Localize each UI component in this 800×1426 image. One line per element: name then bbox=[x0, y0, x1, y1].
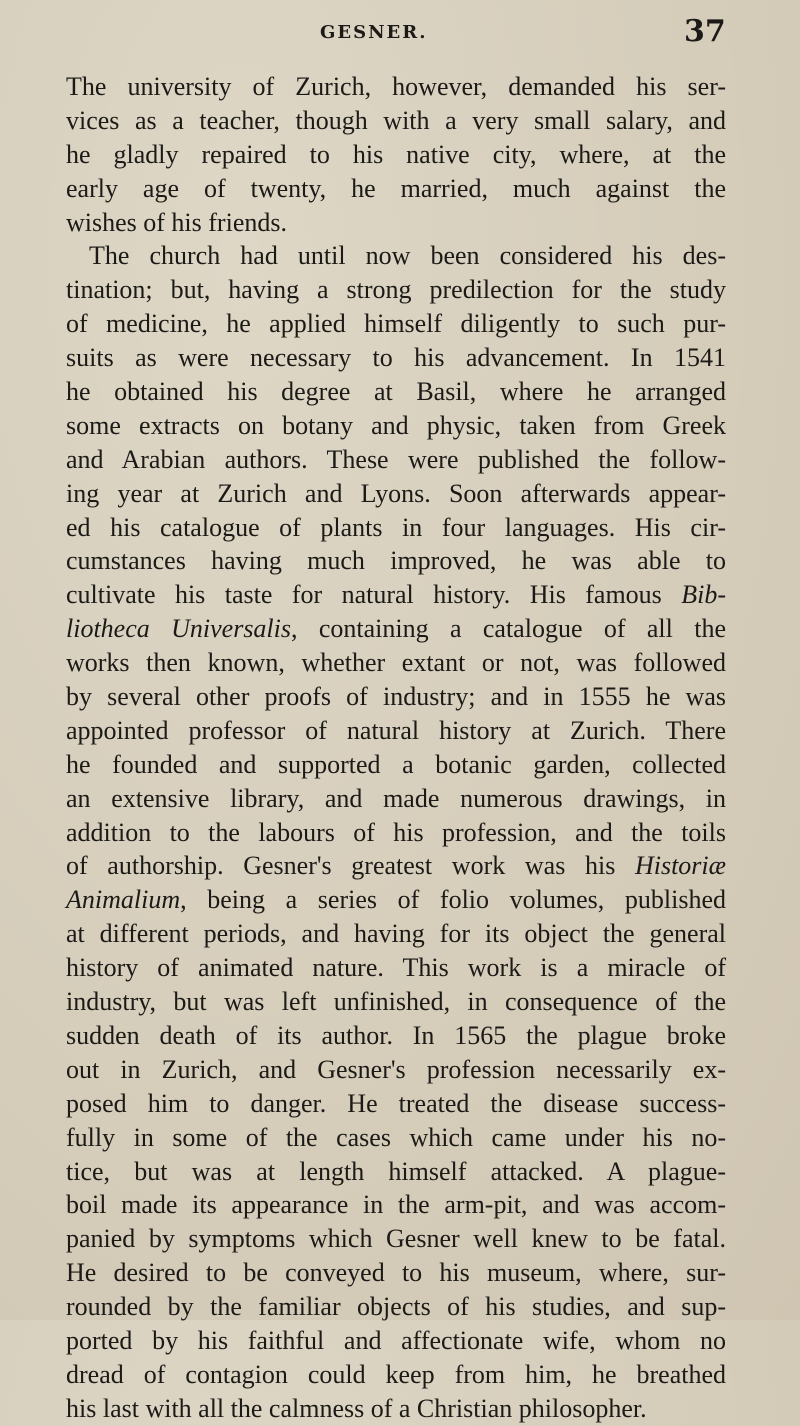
text-segment: , being a series of folio volumes, published bbox=[180, 885, 726, 915]
text-line: at different periods, and having for its object the general bbox=[66, 919, 726, 949]
page-number: 37 bbox=[684, 14, 726, 49]
text-line: vices as a teacher, though with a very small salary, and bbox=[66, 105, 726, 135]
text-line: ing year at Zurich and Lyons. Soon afterwards appear- bbox=[66, 478, 726, 508]
italic-title: Animalium bbox=[66, 885, 181, 915]
text-line: boil made its appearance in the arm-pit, and was accom- bbox=[66, 1190, 726, 1220]
text-segment: cultivate his taste for natural history. His famous bbox=[66, 580, 682, 610]
text-line: out in Zurich, and Gesner's profession necessarily ex- bbox=[66, 1054, 726, 1084]
italic-title: Bib- bbox=[681, 580, 726, 610]
text-line: The university of Zurich, however, demanded his ser- bbox=[66, 72, 726, 101]
text-line: cumstances having much improved, he was able to bbox=[66, 546, 726, 576]
paragraph-end-line: his last with all the calmness of a Christian philosopher. bbox=[66, 1393, 647, 1423]
text-line: he gladly repaired to his native city, where, at the bbox=[66, 139, 726, 169]
text-line: dread of contagion could keep from him, he breathed bbox=[66, 1359, 726, 1389]
text-line: fully in some of the cases which came under his no- bbox=[66, 1122, 726, 1152]
text-line: and Arabian authors. These were published the follow- bbox=[66, 444, 726, 474]
text-line: addition to the labours of his profession, and the toils bbox=[66, 817, 726, 847]
text-line: appointed professor of natural history at Zurich. There bbox=[66, 715, 726, 745]
paragraph-start-line: The church had until now been considered his des- bbox=[89, 241, 726, 271]
body-text bbox=[66, 70, 726, 1426]
text-line: ported by his faithful and affectionate wife, whom no bbox=[66, 1325, 726, 1355]
text-line: He desired to be conveyed to his museum, where, sur- bbox=[66, 1258, 726, 1288]
text-line bbox=[66, 849, 726, 883]
text-line: of medicine, he applied himself diligently to such pur- bbox=[66, 309, 726, 339]
text-line: industry, but was left unfinished, in consequence of the bbox=[66, 987, 726, 1017]
text-line: posed him to danger. He treated the disease success- bbox=[66, 1088, 726, 1118]
text-line bbox=[66, 612, 726, 646]
text-line: he founded and supported a botanic garden, collected bbox=[66, 749, 726, 779]
paragraph-end-line: wishes of his friends. bbox=[66, 207, 287, 237]
text-line: tice, but was at length himself attacked. A plague- bbox=[66, 1156, 726, 1186]
text-line: suits as were necessary to his advancement. In 1541 bbox=[66, 343, 726, 373]
running-head bbox=[0, 14, 800, 54]
text-line: sudden death of its author. In 1565 the plague broke bbox=[66, 1020, 726, 1050]
text-line: works then known, whether extant or not, was followed bbox=[66, 648, 726, 678]
running-head-title: GESNER. bbox=[320, 22, 428, 43]
italic-title: Historiæ bbox=[634, 851, 726, 881]
text-line: rounded by the familiar objects of his studies, and sup- bbox=[66, 1292, 726, 1322]
text-line: ed his catalogue of plants in four languages. His cir- bbox=[66, 512, 726, 542]
text-line: panied by symptoms which Gesner well knew to be fatal. bbox=[66, 1224, 726, 1254]
text-line bbox=[66, 578, 726, 612]
text-line: tination; but, having a strong predilection for the study bbox=[66, 275, 726, 305]
text-line: early age of twenty, he married, much against the bbox=[66, 173, 726, 203]
text-segment: of authorship. Gesner's greatest work was his bbox=[66, 851, 635, 881]
text-line: some extracts on botany and physic, taken from Greek bbox=[66, 410, 726, 440]
text-line: an extensive library, and made numerous drawings, in bbox=[66, 783, 726, 813]
italic-title: liotheca Universalis bbox=[66, 614, 291, 644]
text-line: by several other proofs of industry; and in 1555 he was bbox=[66, 682, 726, 712]
text-segment: , containing a catalogue of all the bbox=[291, 614, 726, 644]
text-line: he obtained his degree at Basil, where he arranged bbox=[66, 377, 726, 407]
text-line bbox=[66, 883, 726, 917]
text-line: history of animated nature. This work is a miracle of bbox=[66, 953, 726, 983]
